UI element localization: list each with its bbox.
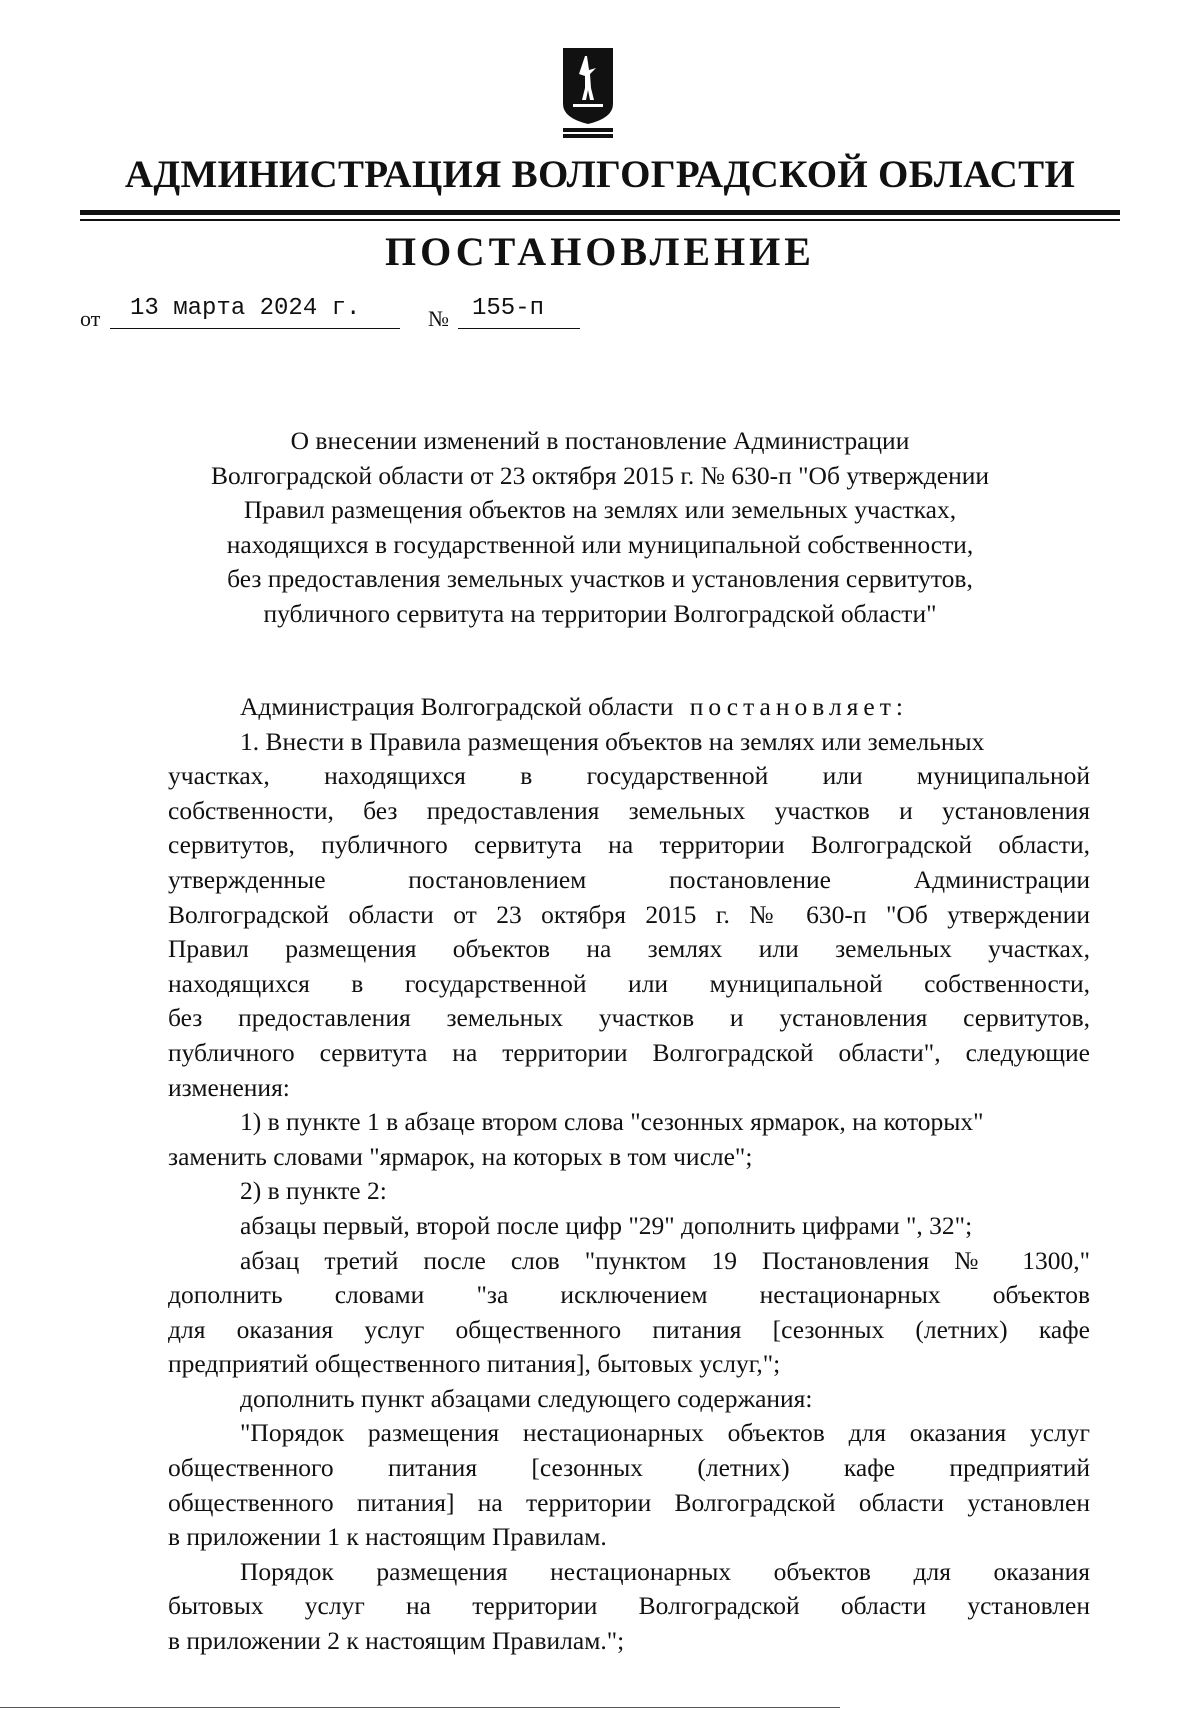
body-line: Волгоградской области от 23 октября 2015 г. № 630-п "Об утверждении bbox=[168, 899, 1090, 929]
date-number-line bbox=[80, 292, 600, 336]
preamble-line bbox=[168, 690, 1090, 725]
body-line: общественного питания] на территории Волгоградской области установлен bbox=[168, 1487, 1090, 1517]
body-line: Порядок размещения нестационарных объектов для оказания bbox=[240, 1556, 1090, 1586]
number-label: № bbox=[428, 306, 449, 331]
document-type-title: ПОСТАНОВЛЕНИЕ bbox=[385, 229, 815, 274]
number-field bbox=[458, 294, 580, 329]
body-line: абзац третий после слов "пунктом 19 Постановления № 1300," bbox=[240, 1245, 1090, 1275]
subject-line: находящихся в государственной или муниципальной собственности, bbox=[226, 529, 974, 559]
body-line: находящихся в государственной или муниципальной собственности, bbox=[168, 968, 1090, 998]
volgograd-coat-of-arms-icon bbox=[563, 48, 613, 140]
body-line: в приложении 1 к настоящим Правилам. bbox=[168, 1522, 607, 1552]
body-line: изменения: bbox=[168, 1072, 290, 1102]
subject-line: Правил размещения объектов на землях или земельных участках, bbox=[243, 495, 957, 524]
date-label: от bbox=[80, 306, 101, 331]
header-rule-thin bbox=[80, 219, 1120, 221]
body-line: в приложении 2 к настоящим Правилам."; bbox=[168, 1626, 625, 1656]
body-line: предприятий общественного питания], бытовых услуг,"; bbox=[168, 1349, 781, 1379]
body-line: дополнить словами "за исключением нестационарных объектов bbox=[168, 1280, 1090, 1310]
header-rule-thick bbox=[80, 210, 1120, 215]
scan-bottom-edge bbox=[0, 1707, 840, 1708]
document-subject bbox=[0, 424, 1200, 631]
date-field bbox=[110, 294, 400, 329]
body-line: "Порядок размещения нестационарных объектов для оказания услуг bbox=[240, 1418, 1090, 1448]
body-line: дополнить пункт абзацами следующего содержания: bbox=[240, 1383, 813, 1413]
number-value: 155-п bbox=[472, 295, 545, 322]
organization-title: АДМИНИСТРАЦИЯ ВОЛГОГРАДСКОЙ ОБЛАСТИ bbox=[124, 153, 1076, 196]
body-line: Правил размещения объектов на землях или земельных участках, bbox=[168, 934, 1090, 964]
body-line: утвержденные постановлением постановление Администрации bbox=[168, 864, 1090, 894]
body-line: абзацы первый, второй после цифр "29" дополнить цифрами ", 32"; bbox=[240, 1210, 973, 1240]
subject-line: без предоставления земельных участков и установления сервитутов, bbox=[227, 564, 973, 593]
subject-line: Волгоградской области от 23 октября 2015 г. № 630-п "Об утверждении bbox=[210, 460, 990, 490]
body-line: участках, находящихся в государственной или муниципальной bbox=[168, 761, 1090, 791]
subject-line: О внесении изменений в постановление Администрации bbox=[290, 426, 910, 455]
body-line: 2) в пункте 2: bbox=[240, 1176, 387, 1206]
body-line: общественного питания [сезонных (летних) кафе предприятий bbox=[168, 1453, 1090, 1483]
body-line: без предоставления земельных участков и установления сервитутов, bbox=[168, 1003, 1090, 1033]
body-line: публичного сервитута на территории Волгоградской области", следующие bbox=[168, 1037, 1090, 1067]
subject-line: публичного сервитута на территории Волгоградской области" bbox=[263, 598, 937, 628]
body-line: 1. Внести в Правила размещения объектов на землях или земельных bbox=[240, 726, 985, 756]
body-line: 1) в пункте 1 в абзаце втором слова "сезонных ярмарок, на которых" bbox=[240, 1107, 984, 1137]
preamble-verb: постановляет: bbox=[689, 692, 908, 721]
date-value: 13 марта 2024 г. bbox=[130, 295, 361, 322]
body-line: заменить словами "ярмарок, на которых в том числе"; bbox=[168, 1141, 753, 1171]
body-line: сервитутов, публичного сервитута на территории Волгоградской области, bbox=[168, 830, 1090, 860]
document-body bbox=[168, 690, 1090, 1659]
body-line: собственности, без предоставления земельных участков и установления bbox=[168, 795, 1090, 825]
preamble-text: Администрация Волгоградской области bbox=[240, 692, 674, 721]
body-line: для оказания услуг общественного питания [сезонных (летних) кафе bbox=[168, 1314, 1090, 1344]
body-line: бытовых услуг на территории Волгоградской области установлен bbox=[168, 1591, 1090, 1621]
